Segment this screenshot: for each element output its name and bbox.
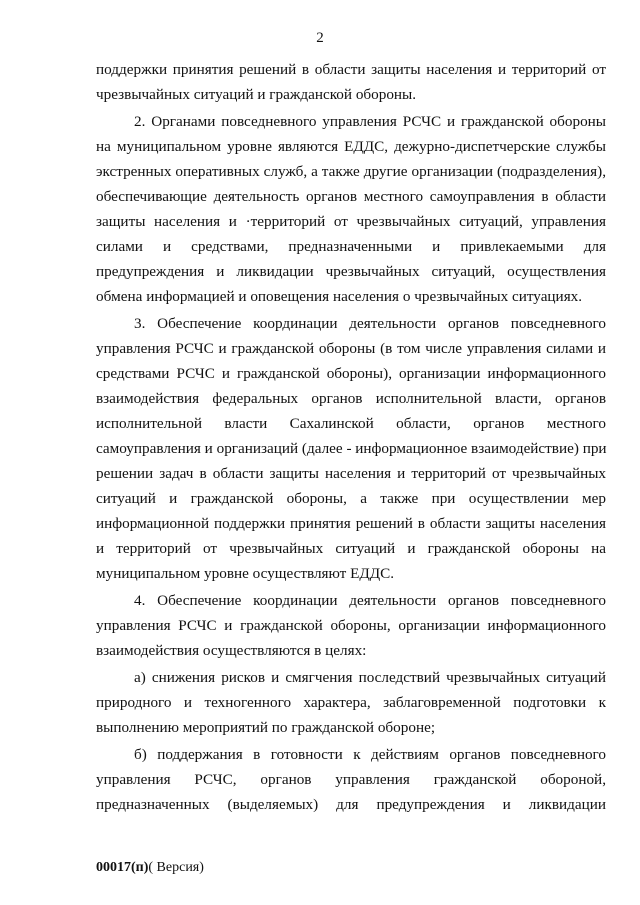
text-line: и территорий от чрезвычайных ситуаций и гражданской обороны на	[96, 540, 606, 557]
text-line: 4. Обеспечение координации деятельности органов повседневного	[134, 592, 606, 609]
paragraph	[96, 588, 606, 663]
text-line: а) снижения рисков и смягчения последствий чрезвычайных ситуаций	[134, 669, 606, 686]
text-line: 3. Обеспечение координации деятельности органов повседневного	[134, 315, 606, 332]
text-line: взаимодействия осуществляются в целях:	[96, 642, 367, 659]
paragraph	[96, 109, 606, 309]
text-line: решении задач в области защиты населения и территорий от чрезвычайных	[96, 465, 606, 482]
text-line: муниципальном уровне осуществляют ЕДДС.	[96, 565, 395, 582]
paragraph	[96, 57, 606, 107]
text-line: на муниципальном уровне являются ЕДДС, дежурно-диспетчерские службы	[96, 138, 606, 155]
text-line: управления РСЧС и гражданской обороны (в том числе управления силами и	[96, 340, 606, 357]
text-line: предназначенных (выделяемых) для предупреждения и ликвидации	[96, 796, 606, 813]
text-line: самоуправления и организаций (далее - информационное взаимодействие) при	[96, 440, 607, 457]
footer-version: ( Версия)	[148, 860, 204, 875]
text-line: поддержки принятия решений в области защиты населения и территорий от	[96, 61, 606, 78]
text-line: средствами РСЧС и гражданской обороны), организации информационного	[96, 365, 606, 382]
text-line: управления РСЧС и гражданской обороны, организации информационного	[96, 617, 606, 634]
text-line: б) поддержания в готовности к действиям органов повседневного	[134, 746, 606, 763]
text-line: природного и техногенного характера, заблаговременной подготовки к	[96, 694, 606, 711]
text-line: 2. Органами повседневного управления РСЧС и гражданской обороны	[134, 113, 606, 130]
text-line: силами и средствами, предназначенными и привлекаемыми для	[96, 238, 606, 255]
paragraph	[96, 742, 606, 817]
paragraph	[96, 311, 606, 586]
paragraph	[96, 665, 606, 740]
text-line: обеспечивающие деятельность органов местного самоуправления в области	[96, 188, 606, 205]
text-line: экстренных оперативных служб, а также другие организации (подразделения),	[96, 163, 606, 180]
text-line: обмена информацией и оповещения населения о чрезвычайных ситуациях.	[96, 288, 583, 305]
text-line: защиты населения и ·территорий от чрезвычайных ситуаций, управления	[96, 213, 606, 230]
text-line: взаимодействия федеральных органов исполнительной власти, органов	[96, 390, 606, 407]
text-line: информационной поддержки принятия решений в области защиты населения	[96, 515, 606, 532]
document-body	[96, 57, 606, 817]
page-number: 2	[316, 30, 324, 46]
text-line: ситуаций и гражданской обороны, а также при осуществлении мер	[96, 490, 606, 507]
text-line: предупреждения и ликвидации чрезвычайных ситуаций, осуществления	[96, 263, 606, 280]
text-line: исполнительной власти Сахалинской области, органов местного	[96, 415, 606, 432]
text-line: чрезвычайных ситуаций и гражданской обороны.	[96, 86, 417, 103]
footer-code: 00017(п)	[96, 860, 149, 875]
text-line: выполнению мероприятий по гражданской обороне;	[96, 719, 436, 736]
document-footer	[96, 860, 204, 876]
text-line: управления РСЧС, органов управления гражданской обороной,	[96, 771, 606, 788]
